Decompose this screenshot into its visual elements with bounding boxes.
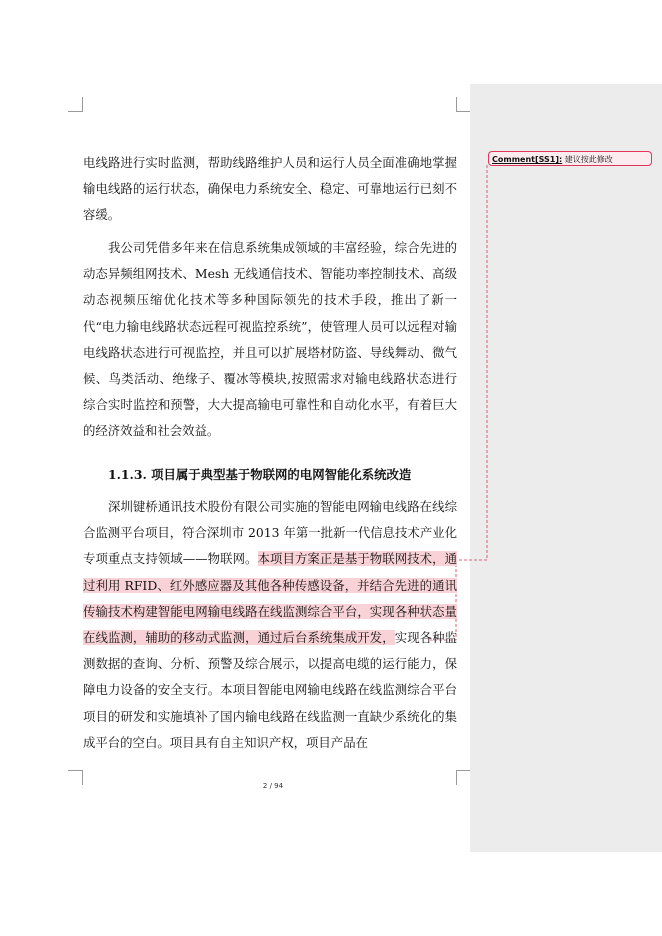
- paragraph-company-experience: 我公司凭借多年来在信息系统集成领域的丰富经验，综合先进的动态异频组网技术、Mesh 无线通信技术、智能功率控制技术、高级动态视频压缩优化技术等多种国际领先的技术手段，推出了新一代“电力输电线路状态远程可视监控系统”，使管理人员可以远程对输电线路状态进行可视监控，并且可以扩展塔材防盗、导线舞动、微气候、鸟类活动、绝缘子、覆冰等模块,按照需求对输电线路状态进行综合实时监控和预警，大大提高输电可靠性和自动化水平，有着巨大的经济效益和社会效益。: [83, 240, 457, 439]
- page-number: 2 / 94: [262, 782, 284, 790]
- paragraph-intro: 电线路进行实时监测，帮助线路维护人员和运行人员全面准确地掌握输电线路的运行状态，确保电力系统安全、稳定、可靠地运行已刻不容缓。: [83, 155, 457, 223]
- paragraph-text: 实现各种监测数据的查询、分析、预警及综合展示，以提高电缆的运行能力，保障电力设备的安全支行。本项目智能电网输电线路在线监测综合平台项目的研发和实施填补了国内输电线路在线监测一直缺少系统化的集成平台的空白。项目具有自主知识产权，项目产品在: [83, 630, 458, 750]
- section-heading: 1.1.3. 项目属于典型基于物联网的电网智能化系统改造: [108, 467, 412, 482]
- comment-text: 建议按此修改: [564, 155, 613, 164]
- comment-balloon[interactable]: [488, 151, 652, 166]
- paragraph-text: 深圳键桥通讯技术股份有限公司实施的智能电网输电线路在线综合监测平台项目，符合深圳市 2013 年第一批新一代信息技术产业化专项重点支持领域——物联网。: [83, 499, 457, 567]
- paragraph-project: [83, 494, 457, 756]
- comment-author: Comment[SS1]:: [492, 155, 563, 164]
- commented-highlight[interactable]: 本项目方案正是基于物联网技术，通过利用 RFID、红外感应器及其他各种传感设备，并结合先进的通讯传输技术构建智能电网输电线路在线监测综合平台，实现各种状态量在线监测，辅助的移动式监测，通过后台系统集成开发，: [83, 551, 458, 646]
